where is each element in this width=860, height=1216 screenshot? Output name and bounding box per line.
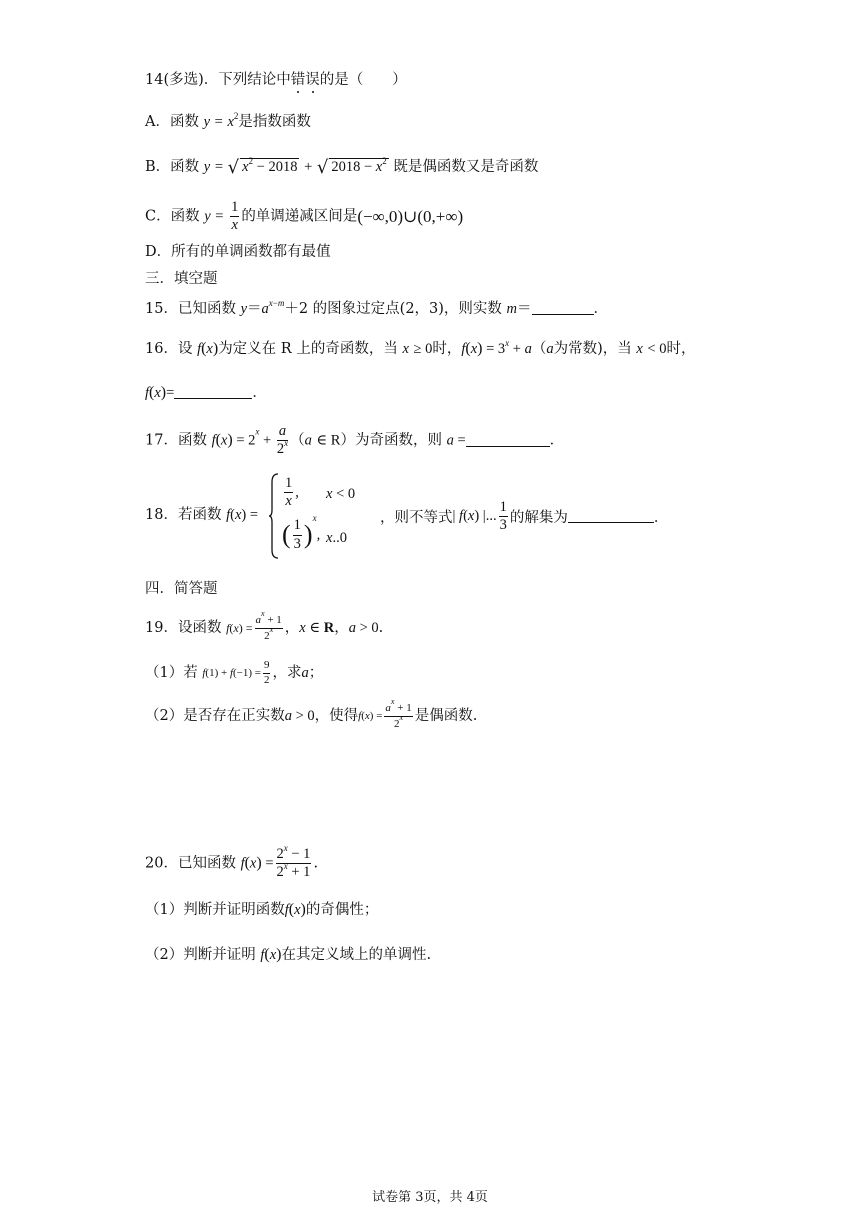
fraction: $\frac{1}{3}$ bbox=[499, 499, 507, 534]
q19: 19．设函数 f(x) = $\frac{a^x + 1}{2^x}$ ，x ∈ R，a > 0. bbox=[145, 609, 384, 642]
q18: 18．若函数 f(x) = bbox=[145, 507, 259, 523]
section-short-answer: 四．简答题 bbox=[145, 581, 218, 597]
q20-part1: （1）判断并证明函数f(x)的奇偶性； bbox=[145, 901, 379, 918]
answer-blank[interactable] bbox=[568, 510, 654, 523]
fraction: $\frac{a^x + 1}{2^x}$ bbox=[255, 609, 282, 642]
q14-option-d: D．所有的单调函数都有最值 bbox=[145, 244, 331, 260]
q17: 17．函数 $f(x) = 2^x$ + $\frac{a}{2^x}$ （a ∈ R）为奇函数，则 a = ． bbox=[145, 423, 565, 458]
q16: 16．设 f(x)为定义在 R 上的奇函数，当 x ≥ 0时，$f(x) = 3^x + a(a$为常数)，当 x < 0时， bbox=[145, 338, 696, 357]
q14-stem: 14(多选)．下列结论中错误的是（ ） bbox=[145, 72, 407, 88]
emphasis-dot: 误 bbox=[305, 72, 320, 88]
q14-option-b: B．函数 y = √ $x^2 - 2018$ + √ $2018 - x^2$ 既是偶函数又是奇函数 bbox=[145, 156, 539, 178]
fraction: $\frac{9}{2}$ bbox=[263, 659, 270, 686]
fraction: $\frac{2^x - 1}{2^x + 1}$ bbox=[276, 843, 311, 881]
section-fill-in: 三．填空题 bbox=[145, 271, 218, 287]
fraction: $\frac{1}{3}$ bbox=[293, 517, 301, 552]
q15: 15．已知函数 $y=a^{x-m}+2$ 的图象过定点(2，3)，则实数 m＝ ． bbox=[145, 298, 609, 317]
q19-part1: （1）若 f(1) + f(−1) = $\frac{9}{2}$ ，求a； bbox=[145, 659, 324, 686]
piecewise-function: $\frac{1}{x}$ , x < 0 ( $\frac{1}{3}$ )$^x$, x..0 bbox=[268, 472, 378, 562]
q16-answer-line: f(x)= ． bbox=[145, 384, 267, 401]
fraction: $\frac{a^x + 1}{2^x}$ bbox=[385, 697, 412, 730]
answer-blank[interactable] bbox=[532, 302, 594, 315]
emphasis-dot: 错 bbox=[290, 72, 306, 88]
answer-blank[interactable] bbox=[174, 386, 252, 399]
q20: 20．已知函数 f(x) = $\frac{2^x - 1}{2^x + 1}$ . bbox=[145, 843, 319, 881]
page-footer: 试卷第 3页，共 4页 bbox=[372, 1190, 488, 1205]
q19-part2: （2）是否存在正实数a > 0，使得f(x) = $\frac{a^x + 1}{2^x}$ 是偶函数. bbox=[145, 697, 478, 730]
brace-icon bbox=[268, 472, 280, 560]
q14-option-c: C．函数 y = $\frac{1}{x}$ 的单调递减区间是(−∞,0)∪(0,+∞) bbox=[145, 199, 464, 234]
q14-option-a: A．函数 $y = x^2$是指数函数 bbox=[145, 111, 311, 130]
answer-blank[interactable] bbox=[466, 434, 550, 447]
q20-part2: （2）判断并证明 f(x)在其定义域上的单调性. bbox=[145, 946, 432, 963]
fraction: $\frac{1}{x}$ bbox=[231, 199, 239, 234]
q18-tail: ，则不等式| f(x) |... $\frac{1}{3}$ 的解集为 ． bbox=[380, 499, 669, 534]
fraction: $\frac{a}{2^x}$ bbox=[276, 423, 289, 458]
fraction: $\frac{1}{x}$ bbox=[285, 475, 293, 510]
